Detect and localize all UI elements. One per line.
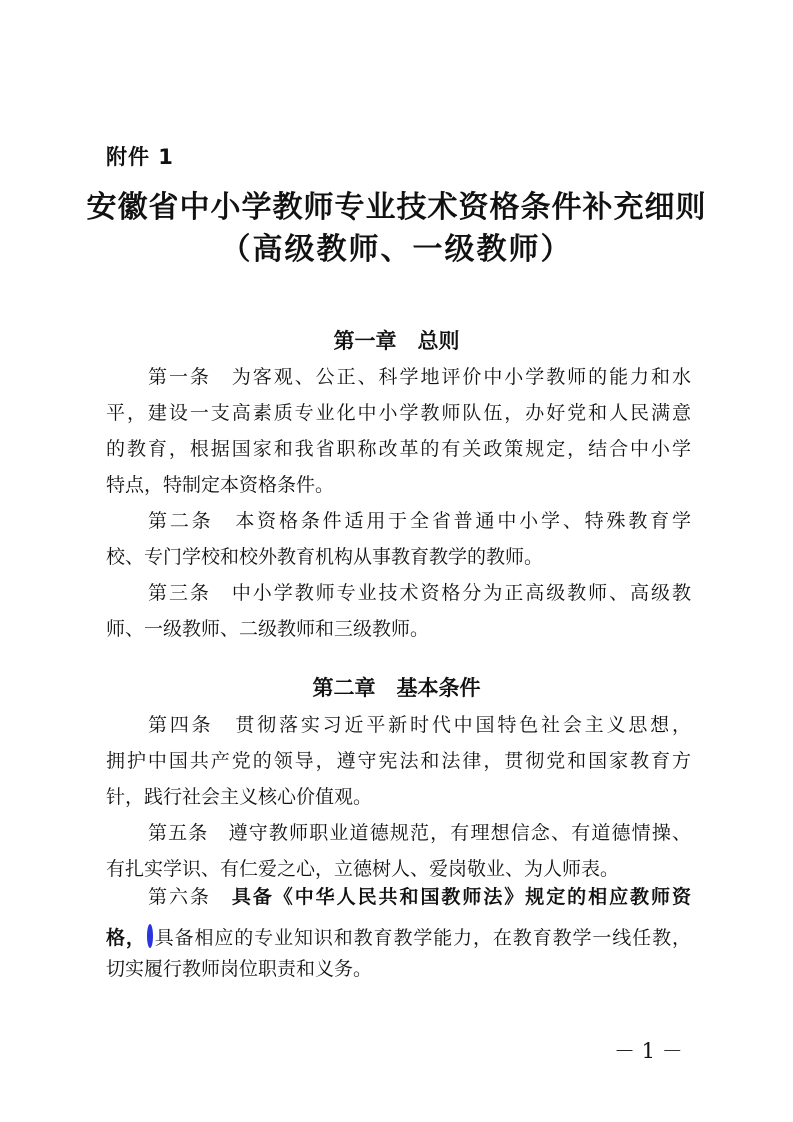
article-text: 本资格条件适用于全省普通中小学、特殊教育学 [235, 510, 691, 532]
article-text: 贯彻落实习近平新时代中国特色社会主义思想， [235, 714, 691, 736]
article-text: 具备相应的专业知识和教育教学能力，在教育教学一线任教， [153, 927, 691, 949]
article-3-line-2: 师、一级教师、二级教师和三级教师。 [106, 618, 430, 640]
article-4-line-2: 拥护中国共产党的领导，遵守宪法和法律，贯彻党和国家教育方 [106, 750, 691, 772]
article-label: 第一条 [148, 366, 232, 388]
article-6-line-1 [148, 888, 691, 907]
article-text: 为客观、公正、科学地评价中小学教师的能力和水 [231, 366, 691, 388]
article-label: 第五条 [148, 822, 229, 844]
article-label: 第二条 [148, 510, 236, 532]
article-text: 遵守教师职业道德规范，有理想信念、有道德情操、 [228, 822, 691, 844]
chapter-heading-2: 第二章 基本条件 [312, 676, 481, 700]
article-5-line-2: 有扎实学识、有仁爱之心，立德树人、爱岗敬业、为人师表。 [106, 858, 620, 880]
article-2-line-1 [148, 512, 691, 531]
article-text: 中小学教师专业技术资格分为正高级教师、高级教 [231, 582, 691, 604]
article-label: 第六条 [148, 886, 232, 908]
article-1-line-3: 的教育，根据国家和我省职称改革的有关政策规定，结合中小学 [106, 438, 691, 460]
article-bold-text: 具备《中华人民共和国教师法》规定的相应教师资 [231, 886, 691, 908]
chapter-heading-1: 第一章 总则 [333, 329, 460, 353]
document-title-line-1: 安徽省中小学教师专业技术资格条件补充细则 [86, 190, 707, 225]
article-1-line-2: 平，建设一支高素质专业化中小学教师队伍，办好党和人民满意 [106, 402, 691, 424]
document-title-line-2: （高级教师、一级教师） [220, 232, 573, 267]
article-6-line-2[interactable] [106, 924, 691, 948]
article-5-line-1 [148, 824, 691, 843]
article-label: 第三条 [148, 582, 232, 604]
article-4-line-1 [148, 716, 691, 735]
article-4-line-3: 针，践行社会主义核心价值观。 [106, 786, 373, 808]
article-2-line-2: 校、专门学校和校外教育机构从事教育教学的教师。 [106, 546, 544, 568]
article-3-line-1 [148, 584, 691, 603]
article-bold-text: 格， [106, 927, 146, 949]
attachment-label: 附件 1 [106, 145, 174, 169]
article-1-line-1 [148, 368, 691, 387]
article-1-line-4: 特点，特制定本资格条件。 [106, 474, 335, 496]
article-6-line-3: 切实履行教师岗位职责和义务。 [106, 958, 373, 980]
text-cursor-icon [147, 924, 153, 948]
article-label: 第四条 [148, 714, 236, 736]
page-number: － 1 － [614, 1039, 683, 1063]
